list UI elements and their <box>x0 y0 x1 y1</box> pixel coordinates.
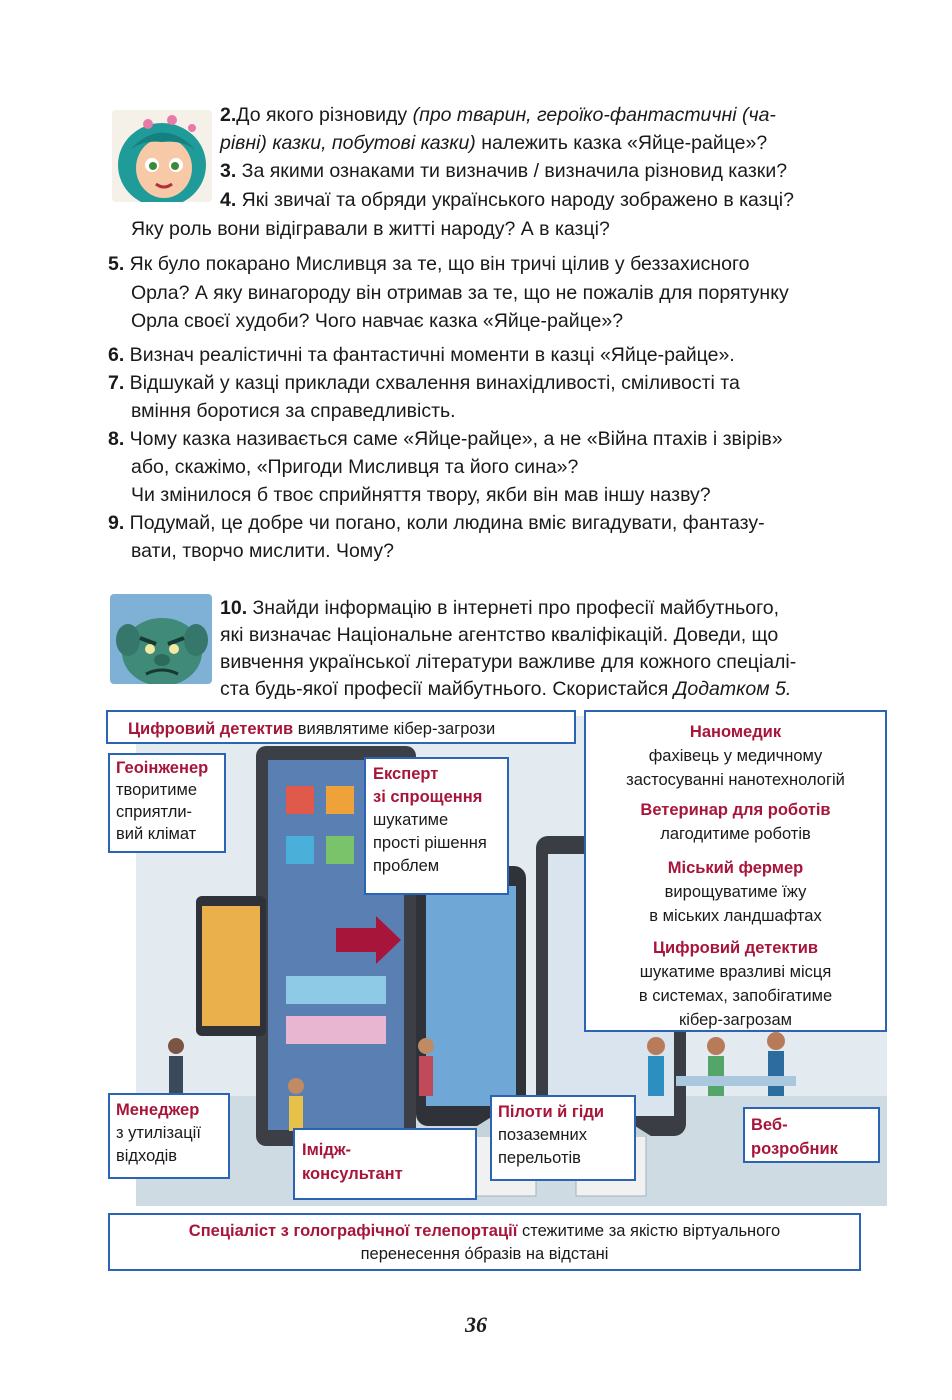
right-professions-panel: Наномедик фахівець у медичному застосуванні нанотехнологій Ветеринар для роботів лагодитиме роботів Міський фермер вирощуватиме їжу в міських ландшафтах Цифровий детектив шукатиме вразливі місця в системах, запобігатиме кібер-загрозам <box>584 710 887 1032</box>
web-developer-box: Веб- розробник <box>743 1107 880 1163</box>
question-10-line-3: вивчення української літератури важливе для кожного спеціалі- <box>220 651 797 673</box>
question-10-line-2: які визначає Національне агентство кваліфікацій. Доведи, що <box>220 624 779 646</box>
question-9-line-1: 9. Подумай, це добре чи погано, коли людина вміє вигадувати, фантазу- <box>108 512 765 534</box>
question-8-line-3: Чи змінилося б твоє сприйняття твору, якби він мав іншу назву? <box>131 484 711 506</box>
geoengineer-box: Геоінженер творитиме сприятли- вий клімат <box>108 753 226 853</box>
question-5-line-2: Орла? А яку винагороду він отримав за те, що не пожалів для порятунку <box>131 282 789 304</box>
question-3: 3. За якими ознаками ти визначив / визначила різновид казки? <box>220 160 788 182</box>
question-5-line-1: 5. Як було покарано Мисливця за те, що він тричі цілив у беззахисного <box>108 253 750 275</box>
troll-character-illustration <box>110 594 212 684</box>
simplification-expert-box: Експерт зі спрощення шукатиме прості рішення проблем <box>364 757 509 895</box>
question-8-line-1: 8. Чому казка називається саме «Яйце-райце», а не «Війна птахів і звірів» <box>108 428 783 450</box>
question-4-line-1: 4. Які звичаї та обряди українського народу зображено в казці? <box>220 189 794 211</box>
question-8-line-2: або, скажімо, «Пригоди Мисливця та його сина»? <box>131 456 579 478</box>
question-2-line-1: 2.До якого різновиду (про тварин, героїко-фантастичні (ча- <box>220 104 776 126</box>
waste-manager-box: Менеджер з утилізації відходів <box>108 1093 230 1179</box>
page-number: 36 <box>465 1312 487 1337</box>
question-4-line-2: Яку роль вони відігравали в житті народу? А в казці? <box>131 218 610 240</box>
girl-character-illustration <box>112 110 212 202</box>
question-6: 6. Визнач реалістичні та фантастичні моменти в казці «Яйце-райце». <box>108 344 735 366</box>
question-5-line-3: Орла своєї худоби? Чого навчає казка «Яйце-райце»? <box>131 310 624 332</box>
question-7-line-2: вміння боротися за справедливість. <box>131 400 456 422</box>
question-7-line-1: 7. Відшукай у казці приклади схвалення винахідливості, сміливості та <box>108 372 740 394</box>
pilots-guides-box: Пілоти й гіди позаземних перельотів <box>490 1095 636 1181</box>
question-9-line-2: вати, творчо мислити. Чому? <box>131 540 395 562</box>
question-10-line-1: 10. Знайди інформацію в інтернеті про професії майбутнього, <box>220 597 780 619</box>
question-2-line-2: рівні) казки, побутові казки) належить казка «Яйце-райце»? <box>220 132 768 154</box>
question-10-line-4: ста будь-якої професії майбутнього. Скористайся Додатком 5. <box>220 678 792 700</box>
digital-detective-top-box: Цифровий детектив виявлятиме кібер-загрози <box>106 710 576 744</box>
hologram-specialist-box: Спеціаліст з голографічної телепортації стежитиме за якістю віртуального перенесення о́бразів на відстані <box>108 1213 861 1271</box>
image-consultant-box: Імідж- консультант <box>293 1128 477 1200</box>
